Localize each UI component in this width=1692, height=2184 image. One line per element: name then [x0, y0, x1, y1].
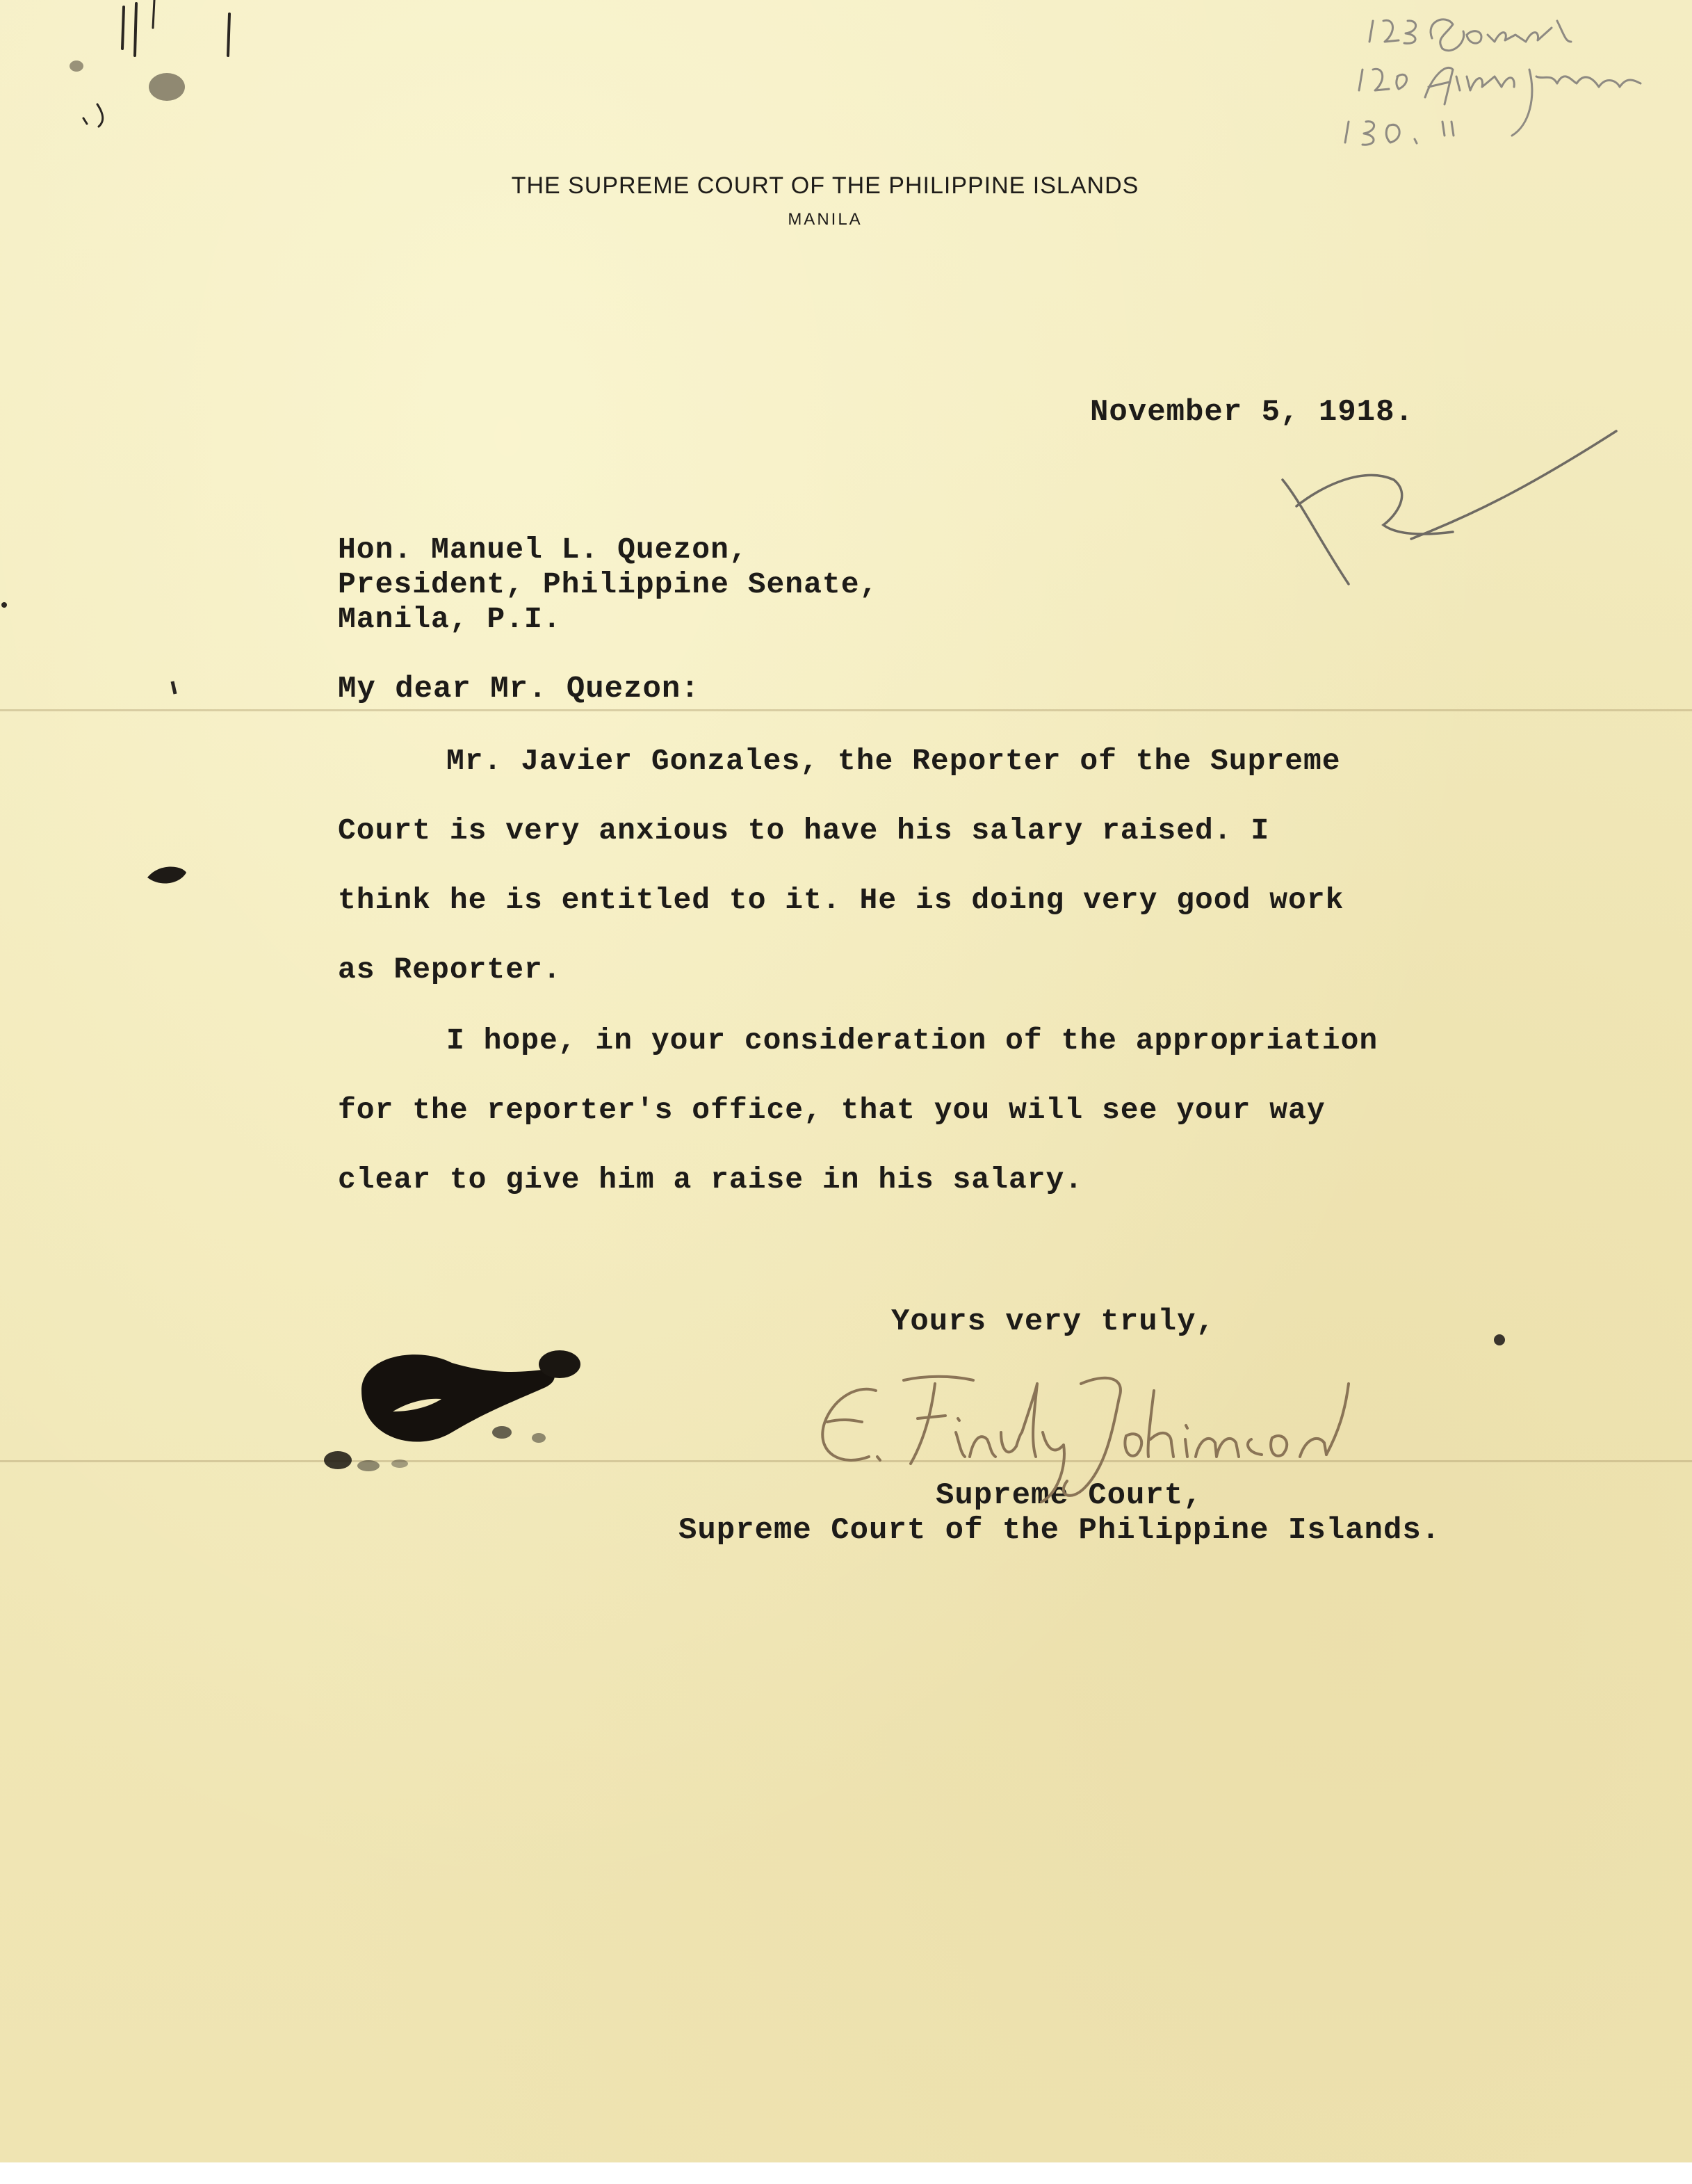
body-line: think he is entitled to it. He is doing very good work: [338, 883, 1344, 917]
recipient-line-1: Hon. Manuel L. Quezon,: [338, 533, 748, 567]
ink-speck: [172, 681, 175, 694]
body-line: I hope, in your consideration of the appropriation: [446, 1024, 1378, 1058]
letterhead-city: MANILA: [788, 210, 863, 229]
pencil-annotation: [1345, 19, 1641, 145]
top-left-marks: [83, 0, 229, 127]
letter-date: November 5, 1918.: [1090, 395, 1414, 430]
recipient-line-3: Manila, P.I.: [338, 602, 562, 636]
signer-title: Supreme Court,: [936, 1478, 1203, 1513]
signer-institution: Supreme Court of the Philippine Islands.: [678, 1513, 1441, 1548]
ink-speck: [1, 602, 7, 608]
scan-edge: [0, 2162, 1692, 2184]
large-ink-blot: [324, 1350, 580, 1471]
body-line: Court is very anxious to have his salary raised. I: [338, 814, 1270, 848]
pencil-r-mark: [1283, 431, 1616, 584]
body-line: for the reporter's office, that you will see your way: [338, 1093, 1326, 1127]
ink-speck: [1494, 1334, 1505, 1345]
paper-fold-line: [0, 1460, 1692, 1462]
ink-blot: [147, 866, 186, 883]
body-line: Mr. Javier Gonzales, the Reporter of the Supreme: [446, 744, 1341, 778]
salutation: My dear Mr. Quezon:: [338, 672, 700, 706]
body-line: as Reporter.: [338, 953, 562, 987]
ink-stain: [149, 73, 185, 101]
complimentary-closing: Yours very truly,: [891, 1304, 1215, 1339]
paper-fold-line: [0, 709, 1692, 711]
recipient-line-2: President, Philippine Senate,: [338, 567, 879, 601]
body-line: clear to give him a raise in his salary.: [338, 1163, 1084, 1197]
ink-stain: [70, 60, 83, 72]
letterhead-institution: THE SUPREME COURT OF THE PHILIPPINE ISLANDS: [511, 172, 1139, 199]
